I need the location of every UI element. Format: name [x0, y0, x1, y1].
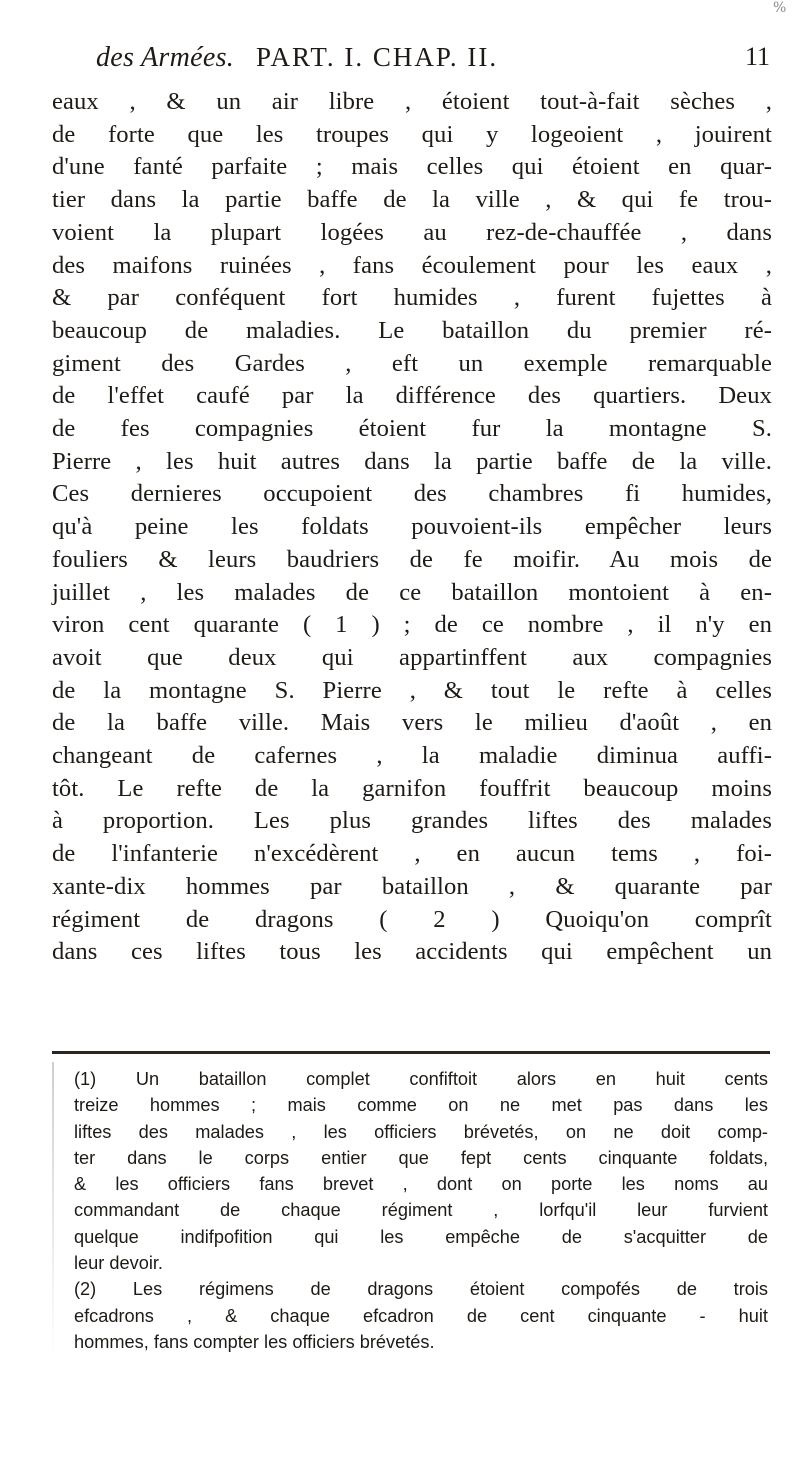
text-line: beaucoup de maladies. Le bataillon du premier ré- [52, 316, 772, 344]
text-line: Pierre , les huit autres dans la partie baffe de la ville. [52, 447, 772, 475]
running-head [96, 42, 770, 82]
main-text [52, 86, 772, 969]
text-line: eaux , & un air libre , étoient tout-à-fait sèches , [52, 88, 772, 115]
footnote-1 [74, 1066, 768, 1276]
text-line: de l'effet caufé par la différence des quartiers. Deux [52, 382, 772, 410]
text-line: tôt. Le refte de la garnifon fouffrit beaucoup moins [52, 774, 772, 802]
text-line: qu'à peine les foldats pouvoient-ils empêcher leurs [52, 513, 772, 541]
text-line: dans ces liftes tous les accidents qui empêchent un [52, 938, 772, 966]
text-line: avoit que deux qui appartinffent aux compagnies [52, 643, 772, 671]
text-line: de la baffe ville. Mais vers le milieu d'août , en [52, 709, 772, 737]
text-line: juillet , les malades de ce bataillon montoient à en- [52, 578, 772, 606]
footnote-separator-rule [52, 1051, 770, 1054]
footnote-line: (2) Les régimens de dragons étoient compofés de trois [74, 1279, 768, 1300]
text-line: voient la plupart logées au rez-de-chauffée , dans [52, 218, 772, 246]
running-head-part-chapter: PART. I. CHAP. II. [256, 42, 499, 72]
footnote-line: hommes, fans compter les officiers brévetés. [74, 1331, 435, 1352]
running-head-title: des Armées. [96, 42, 235, 73]
margin-mark: % [773, 0, 787, 16]
text-line: xante-dix hommes par bataillon , & quarante par [52, 872, 772, 900]
text-line: changeant de cafernes , la maladie diminua auffi- [52, 742, 772, 770]
text-line: à proportion. Les plus grandes liftes des malades [52, 807, 772, 835]
text-line: de forte que les troupes qui y logeoient , jouirent [52, 120, 772, 148]
text-line: giment des Gardes , eft un exemple remarquable [52, 349, 772, 377]
text-line: tier dans la partie baffe de la ville , & qui fe trou- [52, 186, 772, 214]
text-line: de l'infanterie n'excédèrent , en aucun tems , foi- [52, 840, 772, 868]
text-line: viron cent quarante ( 1 ) ; de ce nombre , il n'y en [52, 611, 772, 639]
text-line: de la montagne S. Pierre , & tout le refte à celles [52, 676, 772, 704]
page-gutter-shadow [52, 1062, 54, 1362]
text-line: d'une fanté parfaite ; mais celles qui étoient en quar- [52, 153, 772, 181]
footnote-line: quelque indifpofition qui les empêche de s'acquitter de [74, 1226, 768, 1247]
footnote-line: leur devoir. [74, 1253, 163, 1274]
text-line: régiment de dragons ( 2 ) Quoiqu'on comprît [52, 905, 772, 933]
footnotes [74, 1066, 768, 1355]
footnote-2 [74, 1276, 768, 1355]
footnote-line: (1) Un bataillon complet confiftoit alors en huit cents [74, 1069, 768, 1089]
footnote-line: commandant de chaque régiment , lorfqu'il leur furvient [74, 1200, 768, 1221]
text-line: des maifons ruinées , fans écoulement pour les eaux , [52, 251, 772, 279]
footnote-line: efcadrons , & chaque efcadron de cent cinquante - huit [74, 1305, 768, 1326]
footnote-line: treize hommes ; mais comme on ne met pas dans les [74, 1095, 768, 1116]
page-number: 11 [744, 42, 770, 71]
text-line: fouliers & leurs baudriers de fe moifir. Au mois de [52, 545, 772, 573]
footnote-line: & les officiers fans brevet , dont on porte les noms au [74, 1174, 768, 1195]
text-line: de fes compagnies étoient fur la montagne S. [52, 415, 772, 443]
text-line: & par conféquent fort humides , furent fujettes à [52, 284, 772, 312]
footnote-line: ter dans le corps entier que fept cents cinquante foldats, [74, 1147, 768, 1168]
text-line: Ces dernieres occupoient des chambres fi humides, [52, 480, 772, 508]
footnote-line: liftes des malades , les officiers brévetés, on ne doit comp- [74, 1121, 768, 1142]
